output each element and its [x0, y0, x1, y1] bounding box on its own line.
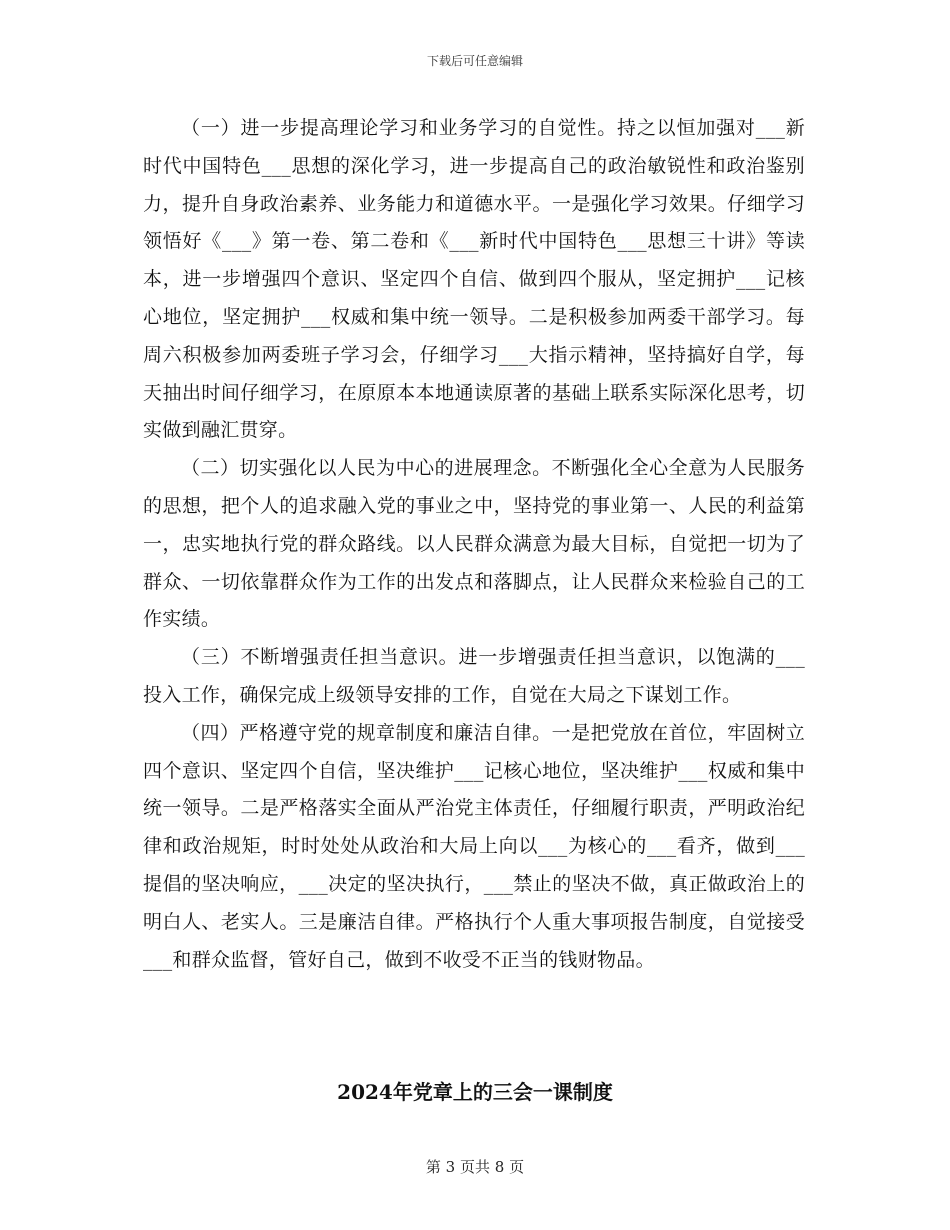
- page-footer: 第 3 页共 8 页: [425, 1158, 525, 1176]
- paragraph-4: （四）严格遵守党的规章制度和廉洁自律。一是把党放在首位，牢固树立四个意识、坚定四个自信，坚决维护___记核心地位，坚决维护___权威和集中统一领导。二是严格落实全面从严治党主体责任，仔细履行职责，严明政治纪律和政治规矩，时时处处从政治和大局上向以___为核心的___看齐，做到___提倡的坚决响应，___决定的坚决执行，___禁止的坚决不做，真正做政治上的明白人、老实人。三是廉洁自律。严格执行个人重大事项报告制度，自觉接受___和群众监督，管好自己，做到不收受不正当的钱财物品。: [143, 721, 805, 971]
- document-body: [143, 110, 805, 979]
- paragraph-3: （三）不断增强责任担当意识。进一步增强责任担当意识，以饱满的___投入工作，确保完成上级领导安排的工作，自觉在大局之下谋划工作。: [143, 646, 805, 706]
- page-header: 下载后可任意编辑: [426, 54, 523, 68]
- paragraph-1: （一）进一步提高理论学习和业务学习的自觉性。持之以恒加强对___新时代中国特色___思想的深化学习，进一步提高自己的政治敏锐性和政治鉴别力，提升自身政治素养、业务能力和道德水平。一是强化学习效果。仔细学习领悟好《___》第一卷、第二卷和《___新时代中国特色___思想三十讲》等读本，进一步增强四个意识、坚定四个自信、做到四个服从，坚定拥护___记核心地位，坚定拥护___权威和集中统一领导。二是积极参加两委干部学习。每周六积极参加两委班子学习会，仔细学习___大指示精神，坚持搞好自学，每天抽出时间仔细学习，在原原本本地通读原著的基础上联系实际深化思考，切实做到融汇贯穿。: [143, 117, 805, 442]
- paragraph-2: （二）切实强化以人民为中心的进展理念。不断强化全心全意为人民服务的思想，把个人的追求融入党的事业之中，坚持党的事业第一、人民的利益第一，忠实地执行党的群众路线。以人民群众满意为最大目标，自觉把一切为了群众、一切依靠群众作为工作的出发点和落脚点，让人民群众来检验自己的工作实绩。: [143, 457, 805, 631]
- section-title: 2024年党章上的三会一课制度: [337, 1080, 613, 1104]
